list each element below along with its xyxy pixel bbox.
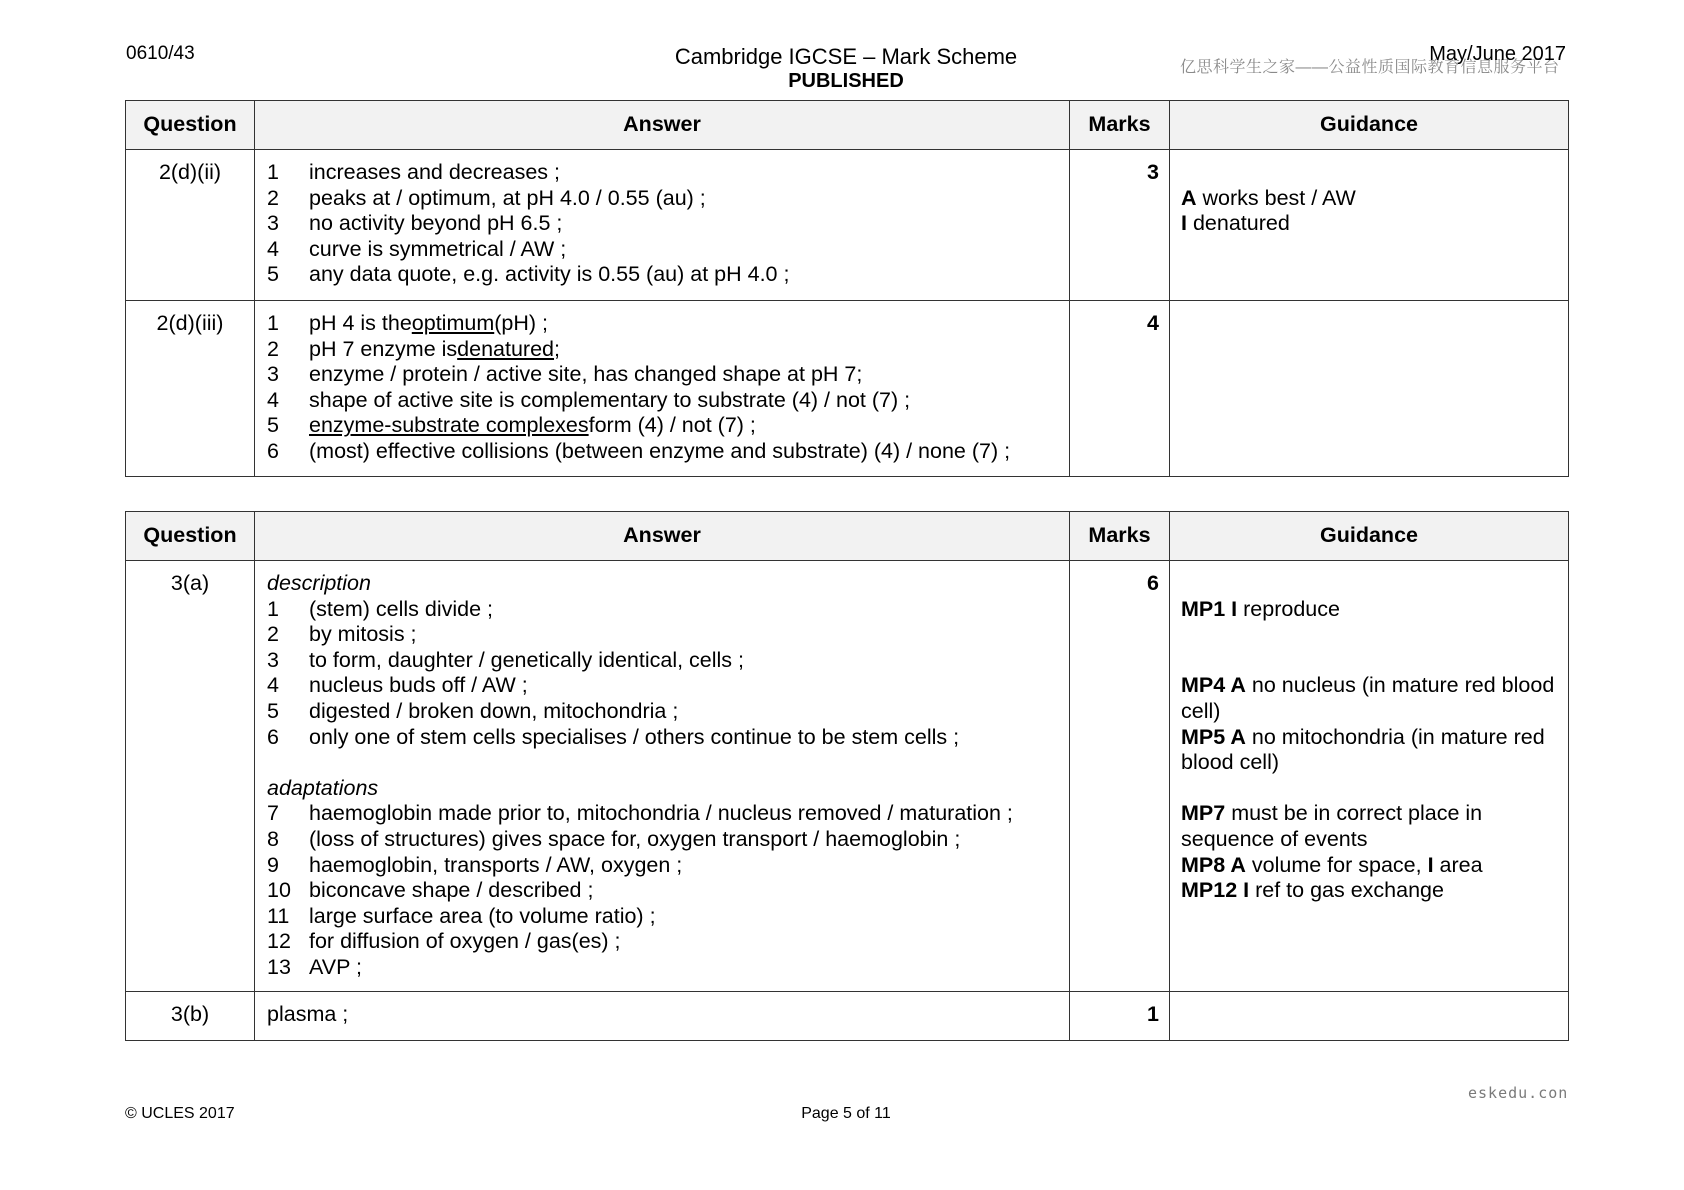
- site-watermark: eskedu.con: [1468, 1084, 1569, 1102]
- answer-point: 13 AVP ;: [267, 954, 362, 979]
- table-row: [126, 561, 1569, 992]
- answer-point: 6 only one of stem cells specialises / others continue to be stem cells ;: [267, 724, 960, 749]
- page-number: Page 5 of 11: [801, 1105, 891, 1122]
- answer-point: 2 pH 7 enzyme is denatured ;: [267, 336, 560, 361]
- guidance-cell: [1170, 561, 1569, 992]
- exam-session: May/June 2017: [1429, 43, 1566, 65]
- document-subtitle: PUBLISHED: [788, 70, 904, 92]
- question-number: 2(d)(iii): [126, 301, 255, 477]
- table-header-row: [126, 101, 1569, 150]
- guidance-cell: [1170, 150, 1569, 301]
- answer-point: 3 to form, daughter / genetically identical, cells ;: [267, 647, 744, 672]
- answer-cell: plasma ;: [255, 992, 1070, 1041]
- answer-cell: [255, 561, 1070, 992]
- answer-point: 4 nucleus buds off / AW ;: [267, 673, 528, 698]
- guidance-cell: [1170, 992, 1569, 1041]
- document-title-block: [560, 44, 1132, 94]
- question-number: 3(b): [126, 992, 255, 1041]
- answer-point: 7 haemoglobin made prior to, mitochondria / nucleus removed / maturation ;: [267, 801, 1013, 826]
- answer-point: 12 for diffusion of oxygen / gas(es) ;: [267, 929, 621, 954]
- answer-point: 5 any data quote, e.g. activity is 0.55 (au) at pH 4.0 ;: [267, 262, 790, 287]
- answer-point: 10 biconcave shape / described ;: [267, 878, 594, 903]
- copyright: © UCLES 2017: [125, 1105, 235, 1122]
- question-number: 2(d)(ii): [126, 150, 255, 301]
- column-header-marks: Marks: [1070, 101, 1170, 150]
- answer-point: 3 no activity beyond pH 6.5 ;: [267, 211, 563, 236]
- table-header-row: [126, 512, 1569, 561]
- answer-point: 1 increases and decreases ;: [267, 160, 560, 184]
- column-header-guidance: Guidance: [1170, 512, 1569, 561]
- answer-point: 4 curve is symmetrical / AW ;: [267, 236, 567, 261]
- watermark: 亿思科学生之家——公益性质国际教育信息服务平台: [1180, 59, 1560, 76]
- guidance-note: MP12 I ref to gas exchange: [1181, 878, 1444, 903]
- guidance-note: MP5 A no mitochondria (in mature red blood cell): [1181, 724, 1545, 775]
- table-row: [126, 992, 1569, 1041]
- column-header-question: Question: [126, 101, 255, 150]
- guidance-note: MP1 I reproduce: [1181, 596, 1340, 621]
- column-header-answer: Answer: [255, 512, 1070, 561]
- section-heading: description: [267, 571, 371, 595]
- answer-point: 1 (stem) cells divide ;: [267, 596, 493, 621]
- column-header-marks: Marks: [1070, 512, 1170, 561]
- answer-point: 11 large surface area (to volume ratio) ;: [267, 903, 656, 928]
- marks-value: 4: [1070, 301, 1170, 477]
- answer-point: 4 shape of active site is complementary to substrate (4) / not (7) ;: [267, 387, 911, 412]
- guidance-note: A works best / AW: [1181, 185, 1356, 210]
- answer-point: 5 digested / broken down, mitochondria ;: [267, 698, 679, 723]
- guidance-note: MP7 must be in correct place in sequence of events: [1181, 801, 1483, 851]
- guidance-note: MP8 A volume for space, I area: [1181, 852, 1483, 877]
- marks-value: 3: [1070, 150, 1170, 301]
- answer-cell: [255, 150, 1070, 301]
- answer-point: 6 (most) effective collisions (between enzyme and substrate) (4) / none (7) ;: [267, 438, 1011, 463]
- guidance-cell: [1170, 301, 1569, 477]
- answer-point: 2 peaks at / optimum, at pH 4.0 / 0.55 (au) ;: [267, 185, 706, 210]
- mark-scheme-table-2: [125, 511, 1569, 1041]
- answer-point: 8 (loss of structures) gives space for, oxygen transport / haemoglobin ;: [267, 826, 961, 851]
- document-title: Cambridge IGCSE – Mark Scheme: [674, 44, 1018, 69]
- guidance-note: MP4 A no nucleus (in mature red blood cell): [1181, 673, 1555, 723]
- answer-point: 3 enzyme / protein / active site, has changed shape at pH 7;: [267, 362, 863, 387]
- section-heading: adaptations: [267, 775, 379, 800]
- guidance-note: I denatured: [1181, 211, 1290, 236]
- answer-point: 9 haemoglobin, transports / AW, oxygen ;: [267, 852, 683, 877]
- table-row: [126, 301, 1569, 477]
- question-number: 3(a): [126, 561, 255, 992]
- answer-point: 2 by mitosis ;: [267, 622, 417, 647]
- answer-point: 5 enzyme-substrate complexes form (4) / not (7) ;: [267, 413, 756, 438]
- marks-value: 6: [1070, 561, 1170, 992]
- answer-point: 1 pH 4 is the optimum (pH) ;: [267, 311, 548, 335]
- answer-cell: [255, 301, 1070, 477]
- mark-scheme-table-1: [125, 100, 1569, 477]
- table-row: [126, 150, 1569, 301]
- column-header-guidance: Guidance: [1170, 101, 1569, 150]
- marks-value: 1: [1070, 992, 1170, 1041]
- column-header-question: Question: [126, 512, 255, 561]
- column-header-answer: Answer: [255, 101, 1070, 150]
- paper-code: 0610/43: [126, 43, 195, 64]
